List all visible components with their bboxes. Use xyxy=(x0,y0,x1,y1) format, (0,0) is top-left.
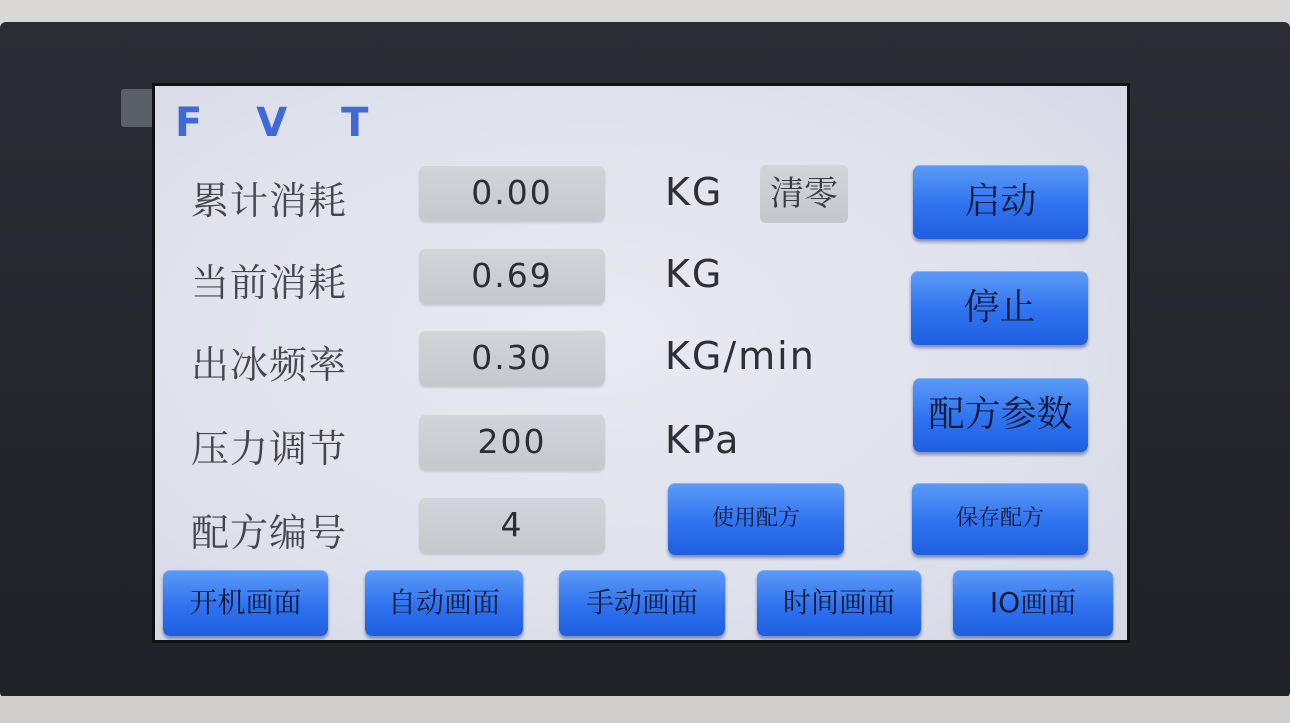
device-base xyxy=(0,696,1290,723)
value-current-consumption[interactable]: 0.69 xyxy=(419,248,605,304)
stop-button[interactable]: 停止 xyxy=(911,271,1088,345)
save-recipe-button[interactable]: 保存配方 xyxy=(912,483,1088,555)
nav-power-on-screen[interactable]: 开机画面 xyxy=(163,570,328,636)
value-recipe-number[interactable]: 4 xyxy=(419,497,605,553)
label-current-consumption: 当前消耗 xyxy=(191,261,348,305)
value-pressure-adjust[interactable]: 200 xyxy=(419,414,605,470)
label-ice-frequency: 出冰频率 xyxy=(191,343,348,387)
unit-total-consumption: KG xyxy=(665,170,724,214)
nav-time-screen[interactable]: 时间画面 xyxy=(757,570,921,636)
label-recipe-number: 配方编号 xyxy=(191,511,348,555)
unit-ice-frequency: KG/min xyxy=(665,334,816,378)
label-pressure-adjust: 压力调节 xyxy=(191,427,348,471)
use-recipe-button[interactable]: 使用配方 xyxy=(668,483,844,555)
label-total-consumption: 累计消耗 xyxy=(191,179,348,223)
clear-button[interactable]: 清零 xyxy=(760,165,848,223)
nav-auto-screen[interactable]: 自动画面 xyxy=(365,570,523,636)
brand-logo: F V T xyxy=(175,100,389,146)
value-total-consumption[interactable]: 0.00 xyxy=(419,165,605,221)
start-button[interactable]: 启动 xyxy=(913,165,1088,239)
hmi-screen xyxy=(152,83,1130,643)
unit-current-consumption: KG xyxy=(665,252,724,296)
nav-io-screen[interactable]: IO画面 xyxy=(953,570,1113,636)
unit-pressure-adjust: KPa xyxy=(665,418,741,462)
nav-manual-screen[interactable]: 手动画面 xyxy=(559,570,725,636)
value-ice-frequency[interactable]: 0.30 xyxy=(419,330,605,386)
recipe-params-button[interactable]: 配方参数 xyxy=(913,378,1088,452)
